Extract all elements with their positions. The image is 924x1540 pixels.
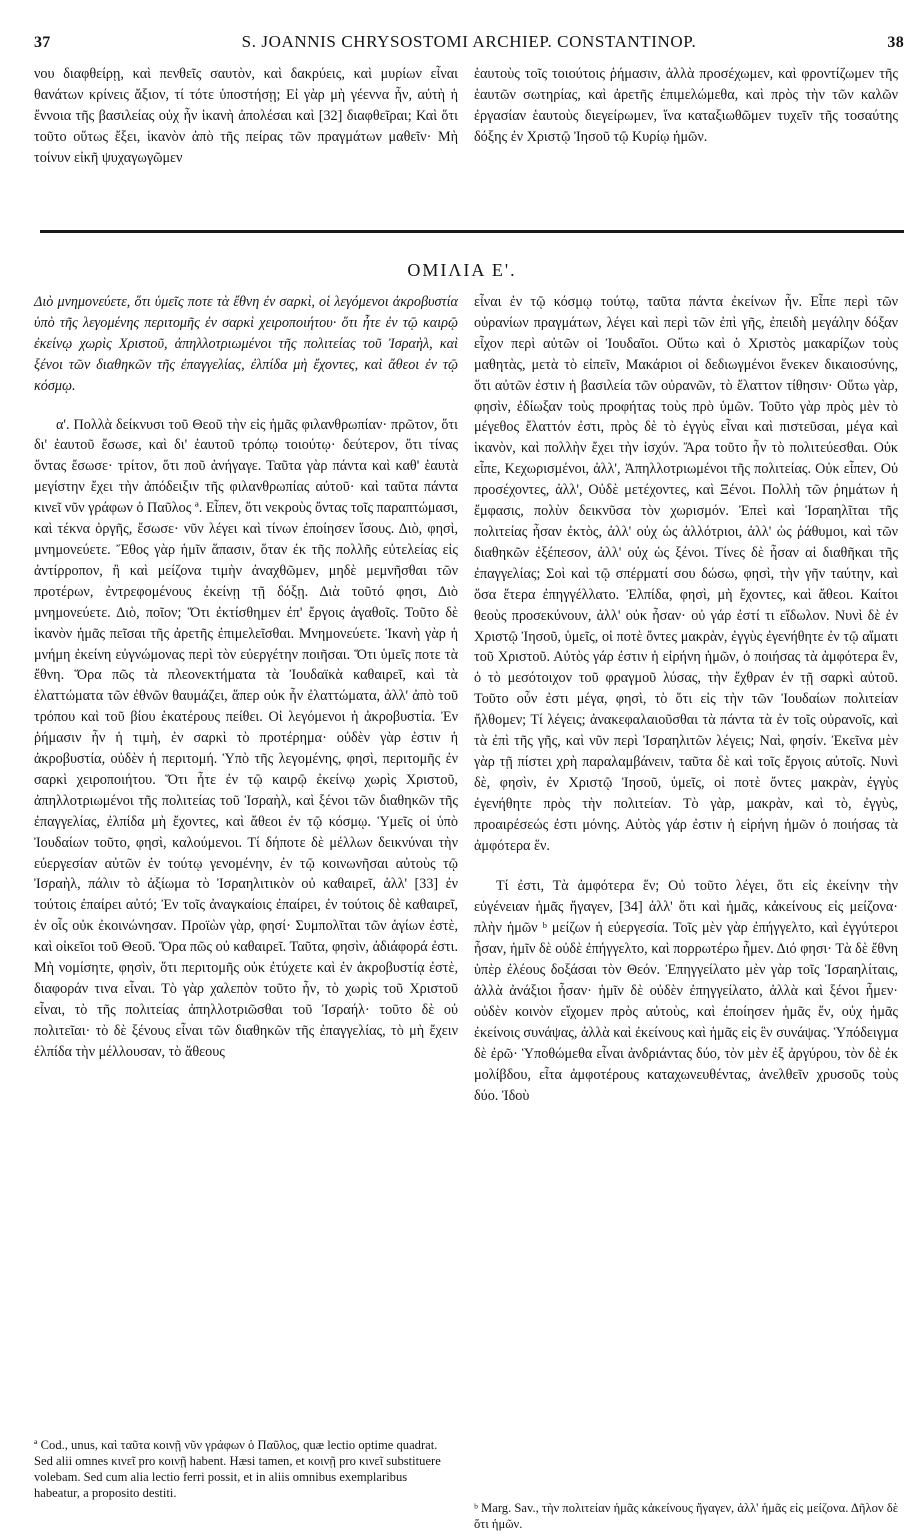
left-column <box>34 292 458 1063</box>
paragraph-left: α'. Πολλὰ δείκνυσι τοῦ Θεοῦ τὴν εἰς ἡμᾶς φιλανθρωπίαν· πρῶτον, ὅτι δι' ἑαυτοῦ ἔσωσε, καὶ δι' ἑαυτοῦ τρόπῳ τοιούτῳ· δεύτερον, ὅτι τίνας ὄντας ἔσωσε· τρίτον, ὅτι ποῦ ἀνήγαγε. Ταῦτα γὰρ πάντα καὶ καθ' ἑαυτὰ μεγίστην ἔχει τὴν ἀπόδειξιν τῆς φιλανθρωπίας αὐτοῦ· καὶ ταῦτα πάντα κινεῖ νῦν γράφων ὁ Παῦλος ª. Εἶπεν, ὅτι νεκροὺς ὄντας τοῖς παραπτώμασι, καὶ τέκνα ὀργῆς, ἔσωσε· νῦν λέγει καὶ τίνων ἐποίησεν ἴσους. Διὸ, φησὶ, μνημονεύετε. Ἔθος γὰρ ἡμῖν ἅπασιν, ὅταν ἐκ τῆς πολλῆς εὐτελείας εἰς ἀντίρροπον, ἢ καὶ μείζονα τιμὴν ἀναχθῶμεν, μηδὲ μεμνῆσθαι τῶν προτέρων, ἐντρεφομένους ἐκείνῃ τῇ δόξῃ. Διὰ τοῦτό φησι, Διὸ μνημονεύετε. Διὸ, ποῖον; Ὅτι ἐκτίσθημεν ἐπ' ἔργοις ἀγαθοῖς. Τοῦτο δὲ ἱκανὸν ἡμᾶς πεῖσαι τῆς ἀρετῆς ἐπιμελεῖσθαι. Μνημονεύετε. Ἱκανὴ γὰρ ἡ μνήμη ἐκείνη εὐγνώμονας περὶ τὸν εὐεργέτην ποιῆσαι. Ὅτι ὑμεῖς ποτε τὰ ἔθνη. Ὅρα πῶς τὰ πλεονεκτήματα τὰ Ἰουδαϊκὰ καθαιρεῖ, καὶ τὰ ἐλαττώματα τῶν ἐθνῶν θαυμάζει, ἅπερ οὐκ ἦν ἐλαττώματα, ἀλλ' ἀπὸ τοῦ τρόπου καὶ τοῦ βίου ἑκατέρους πείθει. Οἱ λεγόμενοι ἡ ἀκροβυστία. Ἐν ῥήμασιν ἦν ἡ τιμὴ, ἐν σαρκὶ τὸ προτέρημα· οὐδὲν γὰρ ἐστιν ἡ ἀκροβυστία, οὐδὲν ἡ περιτομή. Ὑπὸ τῆς λεγομένης, φησὶ, περιτομῆς ἐν σαρκὶ χειροποιήτου. Ὅτι ἦτε ἐν τῷ καιρῷ ἐκείνῳ χωρὶς Χριστοῦ, ἀπηλλοτριωμένοι τῆς πολιτείας τοῦ Ἰσραὴλ, καὶ ξένοι τῶν διαθηκῶν τῆς ἐπαγγελίας, ἐλπίδα μὴ ἔχοντες, καὶ ἄθεοι ἐν τῷ κόσμῳ. Ὑμεῖς οἱ ὑπὸ Ἰουδαίων τοῦτο, φησὶ, καλούμενοι. Τί δήποτε δὲ μέλλων δεικνύναι τὴν εὐεργεσίαν αὐτῶν ἐν τούτῳ γενομένην, ἐν τῷ κοινωνῆσαι αὐτοὺς τῷ Ἰσραὴλ, πάλιν τὸ ἀξίωμα τὸ Ἰσραηλιτικὸν οὐ καθαιρεῖ, ἀλλ' [33] ἐν τούτοις ἐπαίρει αὐτό; Ἐν τοῖς ἀναγκαίοις ἐπαίρει, ἐν τούτοις δὲ καθαιρεῖ, ἐν οἷς οὐκ ἐκοινώνησαν. Προϊὼν γὰρ, φησί· Συμπολῖται τῶν ἁγίων ἐστὲ, καὶ οἰκεῖοι τοῦ Θεοῦ. Ὅρα πῶς οὐ καθαιρεῖ. Ταῦτα, φησὶν, ἀδιάφορά ἐστι. Μὴ νομίσητε, φησὶν, ὅτι περιτομῆς οὐκ ἐτύχετε καὶ ἐν ἀκροβυστίᾳ ἐστὲ, διαφοράν τινα εἶναι. Τὸ γὰρ χαλεπὸν τοῦτο ἦν, τὸ χωρὶς τοῦ Χριστοῦ εἶναι, τὸ τῆς πολιτείας ἀπηλλοτριῶσθαι τοῦ Ἰσραήλ· τοῦτο δὲ οὐ πολιτεῖαι· τὸ δὲ ξένους εἶναι τῶν διαθηκῶν τῆς ἐπαγγελίας, τὸ μὴ ἔχειν ἐλπίδα τὴν μέλλουσαν, τὸ ἄθεους <box>34 416 458 1060</box>
homily-title: ΟΜΙΛΙΑ Ε'. <box>407 260 517 280</box>
continued-text-left: νου διαφθείρῃ, καὶ πενθεῖς σαυτὸν, καὶ δακρύεις, καὶ μυρίων εἶναι θανάτων κρίνεις ἄξιον, τί τότε ὑποστήσῃ; Εἰ γὰρ μὴ γέεννα ἦν, αὐτὴ ἡ ἔννοια τῆς βασιλείας οὐχ ἦν ἱκανὴ ἀπολέσαι καὶ [32] διαφθεῖραι; Καὶ ὅτι τοῦτο οὕτως ἔξει, ἱκανὸν ἀπὸ τῆς πείρας τῶν πραγμάτων μαθεῖν· Μὴ τοίνυν εἰκῆ ψυχαγωγῶμεν <box>34 66 458 166</box>
paragraph-right-2: Τί ἐστι, Τὰ ἀμφότερα ἕν; Οὐ τοῦτο λέγει, ὅτι εἰς ἐκείνην τὴν εὐγένειαν ἡμᾶς ἤγαγεν, [34] ἀλλ' ὅτι καὶ ἡμᾶς, κἀκείνους εἰς μείζονα· πλὴν ἡμῶν ᵇ μείζων ἡ εὐεργεσία. Τοῖς μὲν γὰρ ἐπήγγελτο, καὶ ἐγγύτεροι ἦσαν, ἡμῖν δὲ οὐδὲ ἐπήγγελτο, καὶ πορρωτέρω ἦμεν. Διό φησι· Τὰ δὲ ἔθνη ὑπὲρ ἐλέους δοξάσαι τὸν Θεόν. Ἐπηγγείλατο μὲν γὰρ τοῖς Ἰσραηλίταις, ἀλλὰ ἀνάξιοι ἦσαν· ἡμῖν δὲ οὐδὲν ἐπηγγείλατο, ἀλλὰ καὶ ξένοι ἦμεν· οὐδὲν κοινὸν εἴχομεν πρὸς αὐτοὺς, καὶ ἐποίησεν ἡμᾶς ἕν, οὐχ ἡμᾶς ἐκείνοις συνάψας, ἀλλὰ καὶ ἐκείνους καὶ ἡμᾶς εἰς ἓν συνάψας. Ὑπόδειγμα δὲ ἐρῶ· Ὑποθώμεθα εἶναι ἀνδριάντας δύο, τὸν μὲν ἐξ ἀργύρου, τὸν δὲ ἐκ μολίβδου, εἶτα ἀμφοτέρους καταχωνευθέντας, ἀνελθεῖν χρυσοῦς τοὺς δύο. Ἰδοὺ <box>474 878 898 1104</box>
running-header <box>34 32 904 56</box>
scripture-lemma: Διὸ μνημονεύετε, ὅτι ὑμεῖς ποτε τὰ ἔθνη ἐν σαρκὶ, οἱ λεγόμενοι ἀκροβυστία ὑπὸ τῆς λεγομένης περιτομῆς ἐν σαρκὶ χειροποιήτου· ὅτι ἦτε ἐν τῷ καιρῷ ἐκείνῳ χωρὶς Χριστοῦ, ἀπηλλοτριωμένοι τῆς πολιτείας τοῦ Ἰσραὴλ, καὶ ξένοι τῶν διαθηκῶν τῆς ἐπαγγελίας, ἐλπίδα μὴ ἔχοντες, καὶ ἄθεοι ἐν τῷ κόσμῳ. <box>34 294 458 394</box>
footnote-b: ᵇ Marg. Sav., τὴν πολιτείαν ἡμᾶς κἀκείνους ἤγαγεν, ἀλλ' ἡμᾶς εἰς μείζονα. Δῆλον δὲ ὅτι ἡμῶν. <box>474 1501 898 1531</box>
footnote-a: ª Cod., unus, καὶ ταῦτα κοινῇ νῦν γράφων ὁ Παῦλος, quæ lectio optime quadrat. Sed alii omnes κινεῖ pro κοινῇ habent. Hæsi tamen, et κοινῇ pro κινεῖ substituere volebam. Sed cum alia lectio ferri possit, et in aliis omnibus exemplaribus habeatur, a proposito destiti. <box>34 1438 441 1500</box>
page-number-right: 38 <box>887 34 904 51</box>
continued-text-right: ἑαυτοὺς τοῖς τοιούτοις ῥήμασιν, ἀλλὰ προσέχωμεν, καὶ φροντίζωμεν τῆς ἑαυτῶν σωτηρίας, καὶ ἀρετῆς ἐπιμελώμεθα, καὶ πρὸς τὴν τῶν καλῶν ἐργασίαν ἑαυτοὺς διεγείρωμεν, ἵνα καταξιωθῶμεν τυχεῖν τῆς τοσαύτης δόξης ἐν Χριστῷ Ἰησοῦ τῷ Κυρίῳ ἡμῶν. <box>474 66 898 145</box>
right-column <box>474 292 898 1106</box>
page-number-left: 37 <box>34 34 51 51</box>
paragraph-right-1: εἶναι ἐν τῷ κόσμῳ τούτῳ, ταῦτα πάντα ἐκείνων ἦν. Εἶπε περὶ τῶν οὐρανίων πραγμάτων, λέγει καὶ περὶ τῶν ἐπὶ γῆς, ἐπειδὴ μεγάλην δόξαν εἶχον περὶ αὐτῶν οἱ Ἰουδαῖοι. Οὕτω καὶ ὁ Χριστὸς μακαρίζων τοὺς μαθητὰς, μετὰ τὸ εἰπεῖν, Μακάριοι οἱ δεδιωγμένοι ἕνεκεν δικαιοσύνης, ὅτι αὐτῶν ἐστιν ἡ βασιλεία τῶν οὐρανῶν, τὸ ἔλαττον τίθησιν· Οὕτω γὰρ, φησὶν, ἐδίωξαν τοὺς προφήτας τοὺς πρὸ ὑμῶν. Τοῦτο γὰρ πρὸς μὲν τὸ μέγεθος ἔλαττόν ἐστι, πρὸς δὲ τὸ ἐγγὺς εἶναι καὶ πιστεῦσαι, μέγα καὶ ἱκανὸν, καὶ πολλὴν ἔχει τὴν ἰσχύν. Ἄρα τοῦτο ἦν τὸ πολιτεύεσθαι. Οὐκ εἶπε, Κεχωρισμένοι, ἀλλ', Ἀπηλλοτριωμένοι τῆς πολιτείας. Οὐκ εἶπεν, Οὐ προσέχοντες, ἀλλ', Οὐδὲ μετέχοντες, καὶ Ξένοι. Πολλὴ τῶν ῥημάτων ἡ ἔμφασις, πολὺν δεικνῦσα τὸν χωρισμόν. Ἐπεὶ καὶ Ἰσραηλῖται τῆς πολιτείας ἦσαν ἐκτὸς, ἀλλ' οὐχ ὡς ἀλλότριοι, ἀλλ' ὡς ῥάθυμοι, καὶ τῶν διαθηκῶν ἐξέπεσον, ἀλλ' οὐχ ὡς ξένοι. Τίνες δὲ ἦσαν αἱ διαθῆκαι τῆς ἐπαγγελίας; Σοὶ καὶ τῷ σπέρματί σου δώσω, φησὶ, τὴν γῆν ταύτην, καὶ ὅσα ἕτερα ἐπηγγέλλατο. Ἐλπίδα, φησὶ, μὴ ἔχοντες, καὶ ἄθεοι. Καίτοι θεοὺς προσεκύνουν, ἀλλ' οὐκ ἦσαν· οὐ γάρ ἐστί τι εἴδωλον. Νυνὶ δὲ ἐν Χριστῷ Ἰησοῦ, ὑμεῖς, οἱ ποτὲ ὄντες μακρὰν, ἐγγὺς ἐγενήθητε ἐν τῷ αἵματι τοῦ Χριστοῦ. Αὐτὸς γάρ ἐστιν ἡ εἰρήνη ἡμῶν, ὁ ποιήσας τὰ ἀμφότερα ἓν, ὁ τὸ μεσότοιχον τοῦ φραγμοῦ λύσας, τὴν ἔχθραν ἐν τῇ σαρκὶ αὐτοῦ. Τοῦτο οὖν ἐστι μέγα, φησὶ, τὸ ὅτι εἰς τὴν τῶν Ἰουδαίων πολιτείαν ἤλθομεν; Τί λέγεις; ἀνακεφαλαιοῦσθαι τὰ πάντα τὰ ἐν τοῖς οὐρανοῖς, καὶ τὰ ἐπὶ τῆς γῆς, καὶ νῦν περὶ Ἰσραηλιτῶν λέγεις; Ναὶ, φησίν. Ἐκεῖνα μὲν γὰρ τῇ πίστει χρὴ παραλαμβάνειν, ταῦτα δὲ καὶ τοῖς ἔργοις αὐτοῖς. Νυνὶ δὲ, φησὶν, ἐν Χριστῷ Ἰησοῦ, ὑμεῖς, οἱ ποτὲ ὄντες μακρὰν, ἐγγὺς ἐγενήθητε πρὸς τὴν πολιτείαν. Τὸ γὰρ, μακρὰν, καὶ τὸ, ἐγγὺς, προαιρέσεώς ἐστι μόνης. Αὐτὸς γάρ ἐστιν ἡ εἰρήνη ἡμῶν ὁ ποιήσας τὰ ἀμφότερα ἕν. <box>474 294 898 854</box>
section-divider <box>40 230 904 233</box>
running-title: S. JOANNIS CHRYSOSTOMI ARCHIEP. CONSTANTINOP. <box>241 32 697 51</box>
